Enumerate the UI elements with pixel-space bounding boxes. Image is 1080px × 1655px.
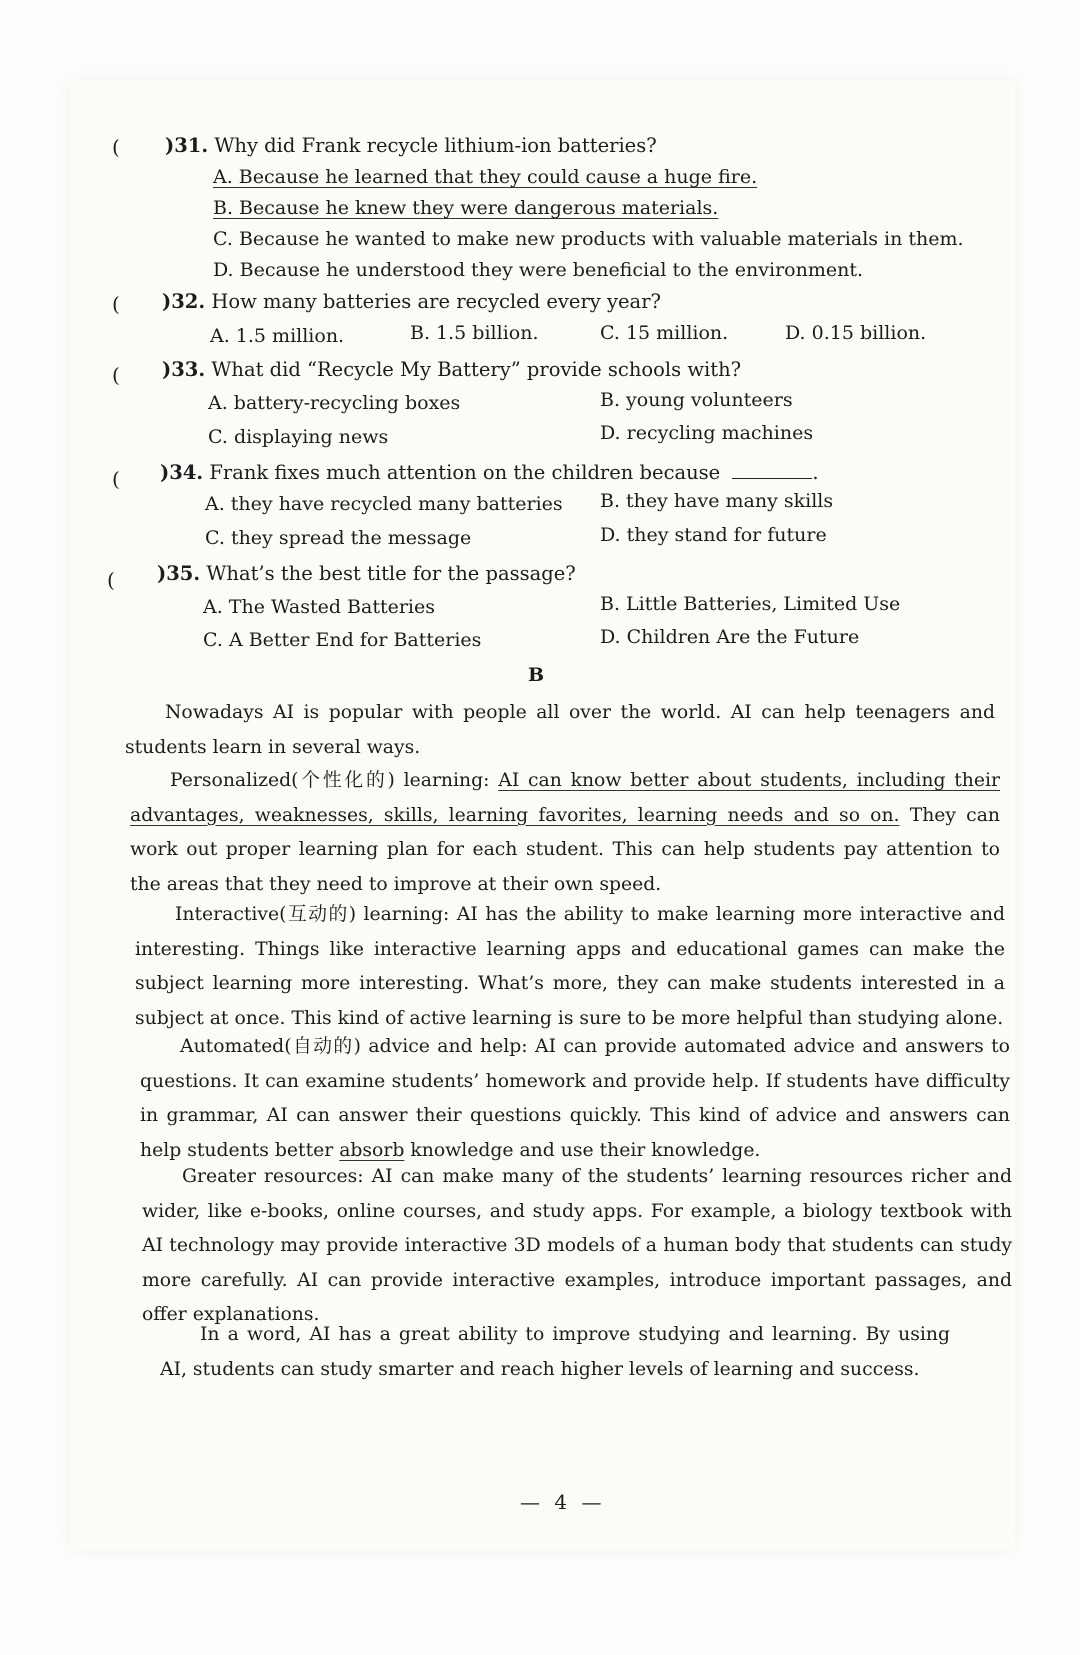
answer-bracket-33: (: [112, 363, 120, 387]
paragraph-body: AI can make many of the students’ learning resources richer and wider, like e-books, online courses, and study apps. For example, a biology textbook with AI technology may provide interactive 3D models of a human body that students can study more carefully. AI can provide interactive examples, introduce important passages, and offer explanations.: [142, 1166, 1012, 1325]
paragraph-body: AI has the ability to make learning more interactive and interesting. Things like interactive learning apps and educational games can make the subject learning more interesting. What’s more, they can make students interested in a subject at once. This kind of active learning is sure to be more helpful than studying alone.: [135, 904, 1005, 1029]
passage-paragraph-6: In a word, AI has a great ability to improve studying and learning. By using AI, students can study smarter and reach higher levels of learning and success.: [160, 1324, 950, 1380]
option-34a: A. they have recycled many batteries: [205, 493, 563, 515]
question-stem: Why did Frank recycle lithium-ion batteries?: [214, 134, 657, 157]
question-number: )31.: [165, 134, 209, 157]
passage-paragraph-1: Nowadays AI is popular with people all over the world. AI can help teenagers and students learn in several ways.: [125, 702, 995, 758]
question-number: )34.: [160, 461, 204, 484]
option-35d: D. Children Are the Future: [600, 626, 860, 648]
passage-paragraph-3: [135, 898, 1005, 1036]
answer-blank: [732, 460, 812, 479]
option-33b: B. young volunteers: [600, 389, 793, 411]
question-31: [165, 134, 657, 157]
question-number: )35.: [157, 562, 201, 585]
question-stem: What’s the best title for the passage?: [206, 562, 576, 585]
paragraph-body: They can work out proper learning plan for each student. This can help students pay attention to the areas that they need to improve at their own speed.: [130, 804, 1000, 895]
answer-bracket-35: (: [107, 568, 115, 592]
option-33c: C. displaying news: [208, 426, 389, 448]
option-34b: B. they have many skills: [600, 490, 834, 512]
paragraph-body: AI can provide automated advice and answers to questions. It can examine students’ homework and provide help. If students have difficulty in grammar, AI can answer their questions quickly. This kind of advice and answers can help students better: [140, 1036, 1010, 1161]
underlined-text: AI can know better about students, including their advantages, weaknesses, skills, learning favorites, learning needs and so on.: [130, 770, 1000, 826]
paragraph-lead: Automated(自动的) advice and help:: [180, 1036, 528, 1057]
section-heading: B: [528, 664, 545, 686]
option-32d: D. 0.15 billion.: [785, 322, 927, 344]
question-35: [157, 562, 576, 585]
option-32c: C. 15 million.: [600, 322, 729, 344]
question-stem: Frank fixes much attention on the children because: [209, 461, 721, 484]
underlined-word: absorb: [339, 1139, 405, 1161]
option-35a: A. The Wasted Batteries: [203, 596, 435, 618]
question-32: [162, 290, 661, 313]
option-31d: D. Because he understood they were beneficial to the environment.: [213, 259, 864, 281]
page-number: — 4 —: [520, 1490, 606, 1514]
answer-bracket-31: (: [112, 135, 120, 159]
paragraph-lead: Interactive(互动的) learning:: [175, 904, 450, 925]
question-stem: How many batteries are recycled every year?: [211, 290, 661, 313]
option-31b: B. Because he knew they were dangerous materials.: [213, 197, 719, 219]
passage-paragraph-5: [142, 1160, 1012, 1333]
paragraph-lead: Greater resources:: [182, 1166, 364, 1187]
option-32b: B. 1.5 billion.: [410, 322, 539, 344]
answer-bracket-32: (: [112, 292, 120, 316]
question-34: [160, 460, 819, 484]
option-35c: C. A Better End for Batteries: [203, 629, 482, 651]
option-32a: A. 1.5 million.: [210, 325, 345, 347]
option-33a: A. battery-recycling boxes: [208, 392, 461, 414]
paragraph-end: knowledge and use their knowledge.: [410, 1139, 761, 1161]
option-31a: A. Because he learned that they could cause a huge fire.: [213, 166, 758, 188]
paragraph-lead: Personalized(个性化的) learning:: [170, 770, 490, 791]
question-end: .: [812, 461, 819, 484]
answer-bracket-34: (: [112, 467, 120, 491]
option-34d: D. they stand for future: [600, 524, 827, 546]
option-35b: B. Little Batteries, Limited Use: [600, 593, 901, 615]
option-34c: C. they spread the message: [205, 527, 472, 549]
passage-paragraph-4: [140, 1030, 1010, 1168]
question-number: )32.: [162, 290, 206, 313]
question-33: [162, 358, 741, 381]
option-33d: D. recycling machines: [600, 422, 814, 444]
option-31c: C. Because he wanted to make new products with valuable materials in them.: [213, 228, 964, 250]
question-stem: What did “Recycle My Battery” provide schools with?: [211, 358, 742, 381]
question-number: )33.: [162, 358, 206, 381]
